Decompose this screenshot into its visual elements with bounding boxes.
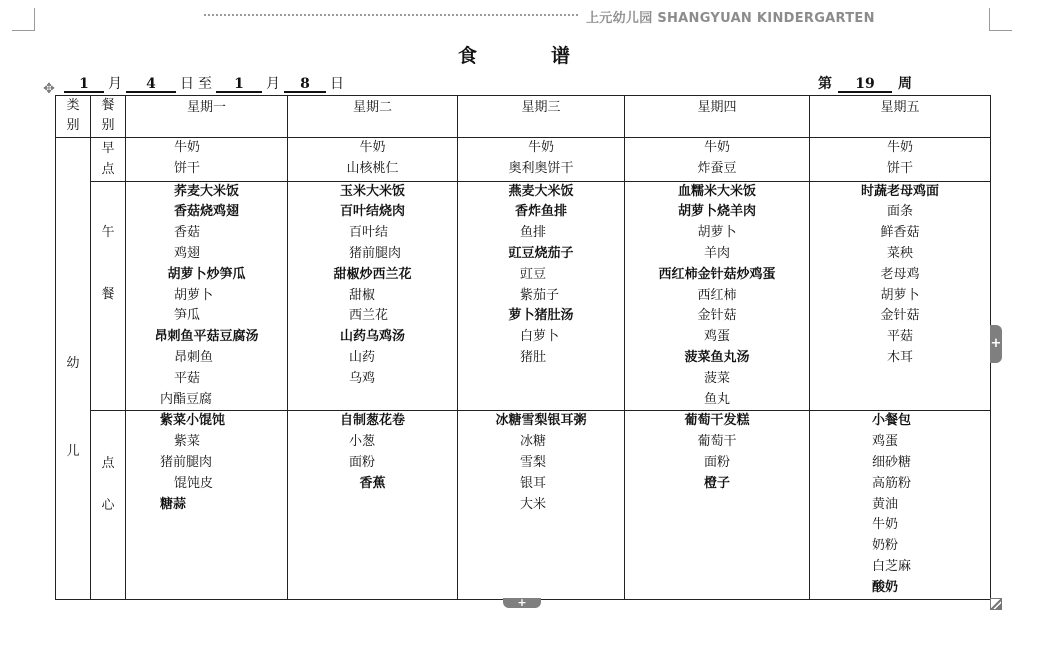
ingredient: 菜秧 [886, 245, 913, 261]
week-prefix-label: 第 [818, 76, 832, 92]
ingredient: 高筋粉 [872, 475, 912, 491]
menu-items [126, 182, 287, 411]
dish-name: 血糯米大米饭 [677, 183, 756, 199]
dish-name: 橙子 [703, 475, 730, 491]
menu-items [625, 182, 809, 411]
dish-name: 燕麦大米饭 [508, 183, 574, 199]
dish-name: 糖蒜 [160, 496, 187, 512]
ingredient: 白芝麻 [872, 558, 912, 574]
menu-items [458, 411, 624, 515]
dish-name: 紫菜小馄饨 [160, 413, 226, 429]
menu-cell[interactable] [126, 181, 288, 411]
meal-row-breakfast [56, 138, 991, 182]
ingredient: 山药 [349, 349, 376, 365]
menu-items [625, 411, 809, 494]
category-char: 幼 [66, 356, 80, 372]
dish-name: 昂刺鱼平菇豆腐汤 [154, 329, 259, 345]
ingredient: 面粉 [703, 454, 730, 470]
ingredient: 平菇 [174, 370, 201, 386]
menu-cell[interactable] [625, 411, 810, 599]
ingredient: 金针菇 [697, 308, 737, 324]
day-header-tue: 星期二 [288, 96, 458, 138]
start-month-label: 月 [108, 76, 122, 92]
ingredient: 羊肉 [703, 245, 730, 261]
dish-name: 葡萄干发糕 [684, 413, 750, 429]
end-month-label: 月 [266, 76, 280, 92]
week-number [818, 75, 918, 93]
title-char-1: 食 [457, 45, 479, 67]
menu-items [288, 411, 457, 494]
meal-name-snack [91, 411, 125, 527]
ingredient: 雪梨 [520, 454, 547, 470]
ingredient: 细砂糖 [872, 454, 912, 470]
ingredient: 奥利奥饼干 [508, 160, 574, 176]
title-char-2: 谱 [551, 45, 573, 67]
menu-items [810, 182, 990, 369]
ingredient: 胡萝卜 [697, 225, 737, 241]
menu-cell[interactable] [288, 138, 458, 182]
day-header-thu: 星期四 [625, 96, 810, 138]
dish-name: 香炸鱼排 [514, 204, 567, 220]
ingredient: 胡萝卜 [880, 287, 920, 303]
page-corner-mark-top-right [989, 8, 1012, 31]
ingredient: 内酯豆腐 [160, 391, 213, 407]
menu-cell[interactable] [458, 138, 625, 182]
meal-name-char: 心 [101, 498, 115, 514]
ingredient: 鲜香菇 [880, 225, 920, 241]
ingredient: 鸡蛋 [703, 329, 730, 345]
ingredient: 饼干 [886, 160, 913, 176]
ingredient: 牛奶 [872, 517, 899, 533]
meal-name-cell [91, 138, 126, 182]
meal-row-lunch [56, 181, 991, 411]
meal-name-char: 点 [101, 161, 115, 177]
dish-name: 甜椒炒西兰花 [333, 266, 412, 282]
ingredient: 紫茄子 [520, 287, 560, 303]
ingredient: 鱼排 [520, 225, 547, 241]
ingredient: 牛奶 [527, 140, 554, 155]
menu-cell[interactable] [625, 181, 810, 411]
dish-name: 山药乌鸡汤 [339, 329, 405, 345]
add-row-button[interactable]: + [503, 598, 541, 608]
meal-name-cell [91, 181, 126, 411]
ingredient: 饼干 [174, 160, 201, 176]
ingredient: 冰糖 [520, 434, 547, 450]
day-header-fri: 星期五 [810, 96, 991, 138]
menu-cell[interactable] [288, 181, 458, 411]
meal-name-char: 早 [101, 141, 115, 156]
ingredient: 馄饨皮 [174, 475, 214, 491]
ingredient: 豇豆 [520, 266, 547, 282]
menu-items [126, 411, 287, 515]
ingredient: 香菇 [174, 225, 201, 241]
menu-cell[interactable] [288, 411, 458, 599]
day-header-wed: 星期三 [458, 96, 625, 138]
menu-cell[interactable] [625, 138, 810, 182]
dish-name: 玉米大米饭 [339, 183, 405, 199]
ingredient: 小葱 [349, 434, 376, 450]
ingredient: 猪前腿肉 [160, 454, 213, 470]
ingredient: 黄油 [872, 496, 899, 512]
ingredient: 平菇 [886, 329, 913, 345]
ingredient: 猪前腿肉 [349, 245, 402, 261]
menu-cell[interactable] [458, 181, 625, 411]
ingredient: 昂刺鱼 [174, 349, 214, 365]
date-range [64, 75, 348, 93]
ingredient: 鸡蛋 [872, 434, 899, 450]
menu-items [625, 138, 809, 180]
dish-name: 香蕉 [359, 475, 386, 491]
add-column-button[interactable]: + [990, 325, 1002, 363]
category-header: 类别 [56, 96, 91, 138]
menu-items [810, 138, 990, 180]
menu-cell[interactable] [810, 411, 991, 599]
dish-name: 百叶结烧肉 [339, 204, 405, 220]
ingredient: 牛奶 [359, 140, 386, 155]
menu-cell[interactable] [126, 411, 288, 599]
ingredient: 胡萝卜 [174, 287, 214, 303]
meal-name-lunch [91, 182, 125, 326]
dish-name: 西红柿金针菇炒鸡蛋 [658, 266, 776, 282]
header-dotted-line [204, 14, 578, 16]
menu-cell[interactable] [810, 138, 991, 182]
start-month-field[interactable]: 1 [64, 75, 104, 93]
ingredient: 金针菇 [880, 308, 920, 324]
meal-row-snack [56, 411, 991, 599]
menu-items [126, 138, 287, 180]
ingredient: 银耳 [520, 475, 547, 491]
category-cell [56, 138, 91, 600]
ingredient: 西兰花 [349, 308, 389, 324]
week-number-field[interactable]: 19 [838, 75, 892, 93]
dish-name: 萝卜猪肚汤 [508, 308, 574, 324]
ingredient: 老母鸡 [880, 266, 920, 282]
ingredient: 牛奶 [703, 140, 730, 155]
end-day-label: 日 [330, 76, 344, 92]
dish-name: 时蔬老母鸡面 [860, 183, 939, 199]
ingredient: 炸蚕豆 [697, 160, 737, 176]
dish-name: 菠菜鱼丸汤 [684, 349, 750, 365]
menu-cell[interactable] [458, 411, 625, 599]
dish-name: 冰糖雪梨银耳粥 [495, 413, 587, 429]
meal-name-cell [91, 411, 126, 599]
ingredient: 山核桃仁 [346, 160, 399, 176]
category-char: 儿 [66, 444, 80, 460]
dish-name: 胡萝卜炒笋瓜 [167, 266, 246, 282]
to-label: 至 [198, 76, 212, 92]
dish-name: 酸奶 [872, 579, 899, 595]
menu-items [458, 182, 624, 369]
menu-table [55, 95, 991, 600]
category-label [56, 240, 90, 496]
menu-items [288, 138, 457, 180]
ingredient: 牛奶 [886, 140, 913, 155]
meal-name-char: 餐 [101, 286, 115, 302]
menu-cell[interactable] [810, 181, 991, 411]
day-header-mon: 星期一 [126, 96, 288, 138]
ingredient: 白萝卜 [520, 329, 560, 345]
dish-name: 胡萝卜烧羊肉 [677, 204, 756, 220]
ingredient: 笋瓜 [174, 308, 201, 324]
header-brand: 上元幼儿园 SHANGYUAN KINDERGARTEN [586, 11, 875, 26]
ingredient: 面条 [886, 204, 913, 220]
ingredient: 鸡翅 [174, 245, 201, 261]
start-day-field[interactable]: 4 [126, 75, 176, 93]
start-day-label: 日 [180, 76, 194, 92]
ingredient: 葡萄干 [697, 434, 737, 450]
ingredient: 西红柿 [697, 287, 737, 303]
dish-name: 香菇烧鸡翅 [173, 204, 239, 220]
dish-name: 豇豆烧茄子 [508, 245, 574, 261]
week-suffix-label: 周 [898, 76, 912, 92]
table-move-handle-icon[interactable]: ✥ [43, 81, 55, 97]
ingredient: 大米 [520, 496, 547, 512]
ingredient: 百叶结 [349, 225, 389, 241]
ingredient: 菠菜 [703, 370, 730, 386]
meal-name-char: 午 [101, 224, 115, 240]
ingredient: 牛奶 [174, 140, 201, 155]
meal-name-breakfast [91, 138, 125, 181]
ingredient: 乌鸡 [349, 370, 376, 386]
ingredient: 奶粉 [872, 538, 899, 554]
dish-name: 荞麦大米饭 [173, 183, 239, 199]
menu-items [810, 411, 990, 598]
table-resize-handle-icon[interactable] [990, 598, 1002, 610]
header-row [56, 96, 991, 138]
ingredient: 猪肚 [520, 349, 547, 365]
end-day-field[interactable]: 8 [284, 75, 326, 93]
ingredient: 面粉 [349, 454, 376, 470]
ingredient: 甜椒 [349, 287, 376, 303]
meal-header: 餐别 [91, 96, 126, 138]
page-corner-mark-top-left [12, 8, 35, 31]
menu-cell[interactable] [126, 138, 288, 182]
menu-items [288, 182, 457, 390]
dish-name: 自制葱花卷 [339, 413, 405, 429]
menu-items [458, 138, 624, 180]
meal-name-char: 点 [101, 456, 115, 472]
ingredient: 鱼丸 [703, 391, 730, 407]
ingredient: 紫菜 [174, 434, 201, 450]
dish-name: 小餐包 [872, 413, 912, 429]
end-month-field[interactable]: 1 [216, 75, 262, 93]
ingredient: 木耳 [886, 349, 913, 365]
document-title [430, 41, 600, 68]
